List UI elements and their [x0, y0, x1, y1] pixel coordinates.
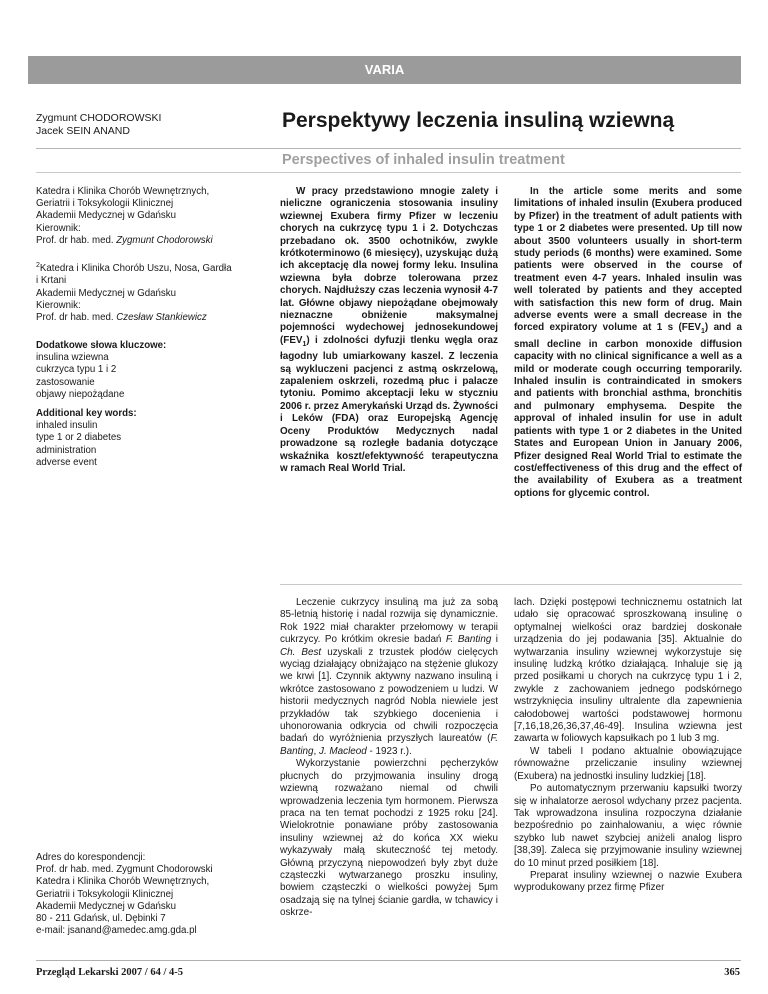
keyword: zastosowanie — [36, 376, 95, 388]
keyword: adverse event — [36, 456, 97, 468]
keywords-heading: Additional key words: — [36, 408, 137, 419]
body-column-left — [280, 597, 498, 920]
divider — [280, 584, 742, 585]
body-column-right — [514, 597, 742, 895]
abstract-english — [514, 186, 742, 500]
journal-citation: Przegląd Lekarski 2007 / 64 / 4-5 — [36, 967, 183, 978]
body-paragraph: Po automatycznym przerwaniu kapsułki tworzy się w inhalatorze aerosol wdychany przez pacjenta. Tak wprowadzona insulina rozpoczyna działanie bezpośrednio po zainhalowaniu, a więc równie szybko lub nawet szybciej aniżeli analog lispro [38,39]. Zaleca się przyjmowanie insuliny wziewnej do 10 minut przed posiłkiem [18]. — [514, 783, 742, 869]
affiliation-2 — [36, 260, 266, 324]
section-banner: VARIA — [28, 56, 741, 84]
keyword: insulina wziewna — [36, 352, 109, 364]
affiliation-line: Akademii Medycznej w Gdańsku — [36, 287, 176, 299]
article-subtitle: Perspectives of inhaled insulin treatment — [282, 152, 565, 168]
body-paragraph: W tabeli I podano aktualnie obowiązujące równoważne przeliczanie insuliny wziewnej (Exubera) na jednostki insuliny ludzkiej [18]. — [514, 745, 742, 782]
correspondence-line: Katedra i Klinika Chorób Wewnętrznych, — [36, 876, 210, 888]
affiliation-head: Prof. dr hab. med. Zygmunt Chodorowski — [36, 234, 213, 246]
keyword: type 1 or 2 diabetes — [36, 432, 122, 444]
keywords-english — [36, 408, 266, 469]
abstract-paragraph: W pracy przedstawiono mnogie zalety i nieliczne ograniczenia stosowania insuliny wziewnej Exubera firmy Pfizer w leczeniu chorych na cukrzycę typu 1 i 2. Dotychczas przebadano ok. 3500 ochotników, zwykle krótkoterminowo (6 miesięcy), uzyskując dużą ich akceptację dla nowej formy leku. Insulina wziewna była dobrze tolerowana przez chorych. Najdłuższy czas leczenia wynosił 4-7 lat. Główne objawy niepożądane obejmowały nieznaczne obniżenie maksymalnej pojemności wydechowej jednosekundowej $(FEV_1)$ i zdolności dyfuzji tlenku węgla oraz łagodny lub umiarkowany kaszel. Z leczenia są wykluczeni pacjenci z astmą oskrzelową, zapaleniem oskrzeli, rozedmą płuc i palacze tytoniu. Pomimo akceptacji leku w styczniu 2006 r. przez Amerykański Urząd ds. Żywności i Leków (FDA) oraz Europejską Agencję Oceny Produktów Medycznych nadal prowadzone są rozległe badania dotyczące wskaźnika koszt/efektywność terapeutyczna w ramach Real World Trial. — [280, 186, 498, 474]
page-number: 365 — [724, 967, 740, 978]
author-list — [36, 112, 236, 138]
affiliation-1 — [36, 186, 266, 247]
keywords-heading: Dodatkowe słowa kluczowe: — [36, 340, 167, 351]
correspondence-email: e-mail: jsanand@amedec.amg.gda.pl — [36, 925, 197, 937]
affiliation-line: Katedra i Klinika Chorób Wewnętrznych, — [36, 186, 210, 197]
divider — [36, 172, 741, 173]
author-name: Zygmunt CHODOROWSKI — [36, 112, 162, 124]
affiliation-line: $^2$Katedra i Klinika Chorób Uszu, Nosa, Gardła — [36, 262, 232, 275]
keyword: administration — [36, 444, 97, 456]
keyword: objawy niepożądane — [36, 388, 125, 400]
footer-divider — [36, 960, 741, 961]
affiliation-line: Kierownik: — [36, 222, 81, 234]
correspondence-line: Adres do korespondencji: — [36, 852, 146, 863]
body-paragraph: Wykorzystanie powierzchni pęcherzyków płucnych do przyjmowania insuliny drogą wziewną rozważano niemal od chwili wprowadzenia leczenia tym hormonem. Pierwsza praca na ten temat pochodzi z 1925 roku [24]. Wielokrotnie ponawiane próby zastosowania insuliny wziewnej aż do końca XX wieku wykazywały małą skuteczność tej metody. Główną przyczyną niepowodzeń były zbyt duże cząsteczki wytwarzanego proszku insuliny, bowiem cząsteczki o wielkości powyżej 5μm osadzają się na tylnej ścianie gardła, w tchawicy i oskrze- — [280, 758, 498, 919]
body-paragraph: Preparat insuliny wziewnej o nazwie Exubera wyprodukowany przez firmę Pfizer — [514, 869, 742, 894]
affiliation-marker: 2 — [36, 262, 40, 269]
keywords-polish — [36, 340, 266, 401]
divider — [36, 148, 741, 149]
correspondence-line: Akademii Medycznej w Gdańsku — [36, 900, 176, 912]
affiliation-line: Geriatrii i Toksykologii Klinicznej — [36, 198, 174, 210]
body-paragraph: lach. Dzięki postępowi technicznemu ostatnich lat udało się opracować sproszkowaną insulinę o optymalnej wielkości oraz bardziej doskonałe urządzenia do jej podawania [35]. Aktualnie do wytwarzania insuliny wziewnej wykorzystuje się insulinę ludzką krótko działającą. Inhaluje się ją przed posiłkami u chorych na cukrzycę typu 1 i 2, zwykle z zachowaniem jednego podskórnego wstrzyknięcia insuliny ultralente dla zapewnienia całodobowej wartości podstawowej hormonu [7,16,18,26,36,37,46-49]. Insulina wziewna jest zawarta w foliowych kapsułkach po 1 lub 3 mg. — [514, 597, 742, 745]
affiliation-line: i Krtani — [36, 275, 67, 287]
abstract-paragraph: In the article some merits and some limitations of inhaled insulin (Exubera produced by Pfizer) in the treatment of adult patients with type 1 or 2 diabetes were presented. Up till now about 3500 volunteers usually in short-term study periods (6 months) were examined. Some patients were observed in the course of treatment even 4-7 years. Inhaled insulin was well tolerated by patients and they accepted with satisfaction this new form of drug. Main adverse events were a small decrease in the forced expiratory volume at 1 s $(FEV_1)$ and a small decline in carbon monoxide diffusion capacity with no clinical significance a well as a mild or moderate cough occurring temporarily. Inhaled insulin is contraindicated in smokers and patients with bronchial asthma, bronchitis and pulmonary emphysema. Despite the approval of inhaled insulin for use in adult patients with type 1 or 2 diabetes in the United States and European Union in January 2006, Pfizer designed Real World Trial to estimate the cost/effectiveness of this drug and the effect of the availability of Exubera as a treatment options for glycemic control. — [514, 186, 742, 499]
author-name: Jacek SEIN ANAND — [36, 125, 130, 137]
affiliation-line: Akademii Medycznej w Gdańsku — [36, 210, 176, 222]
keyword: cukrzyca typu 1 i 2 — [36, 364, 117, 376]
keyword: inhaled insulin — [36, 420, 98, 432]
abstract-polish — [280, 186, 498, 475]
body-paragraph: Leczenie cukrzycy insuliną ma już za sobą 85-letnią historię i nadal rozwija się dynamicznie. Rok 1922 miał charakter przełomowy w terapii cukrzycy. Po krótkim okresie badań F. Banting i Ch. Best uzyskali z trzustek płodów cielęcych wyciąg działający obniżająco na stężenie glukozy we krwi [1]. Czynnik aktywny nazwano insuliną i wkrótce zastosowano z powodzeniem u ludzi. W historii medycznych nagród Nobla niewiele jest przykładów tak szybkiego docenienia i uhonorowania odkrycia od chwili rozpoczęcia badań do wyróżnienia przyszłych laureatów (F. Banting, J. Macleod - 1923 r.). — [280, 597, 498, 757]
correspondence-line: 80 - 211 Gdańsk, ul. Dębinki 7 — [36, 913, 166, 925]
article-title: Perspektywy leczenia insuliną wziewną — [282, 109, 675, 132]
affiliation-line: Kierownik: — [36, 299, 81, 311]
correspondence-address — [36, 852, 266, 937]
affiliation-head: Prof. dr hab. med. Czesław Stankiewicz — [36, 312, 207, 324]
correspondence-line: Geriatrii i Toksykologii Klinicznej — [36, 888, 174, 900]
correspondence-line: Prof. dr hab. med. Zygmunt Chodorowski — [36, 864, 213, 876]
